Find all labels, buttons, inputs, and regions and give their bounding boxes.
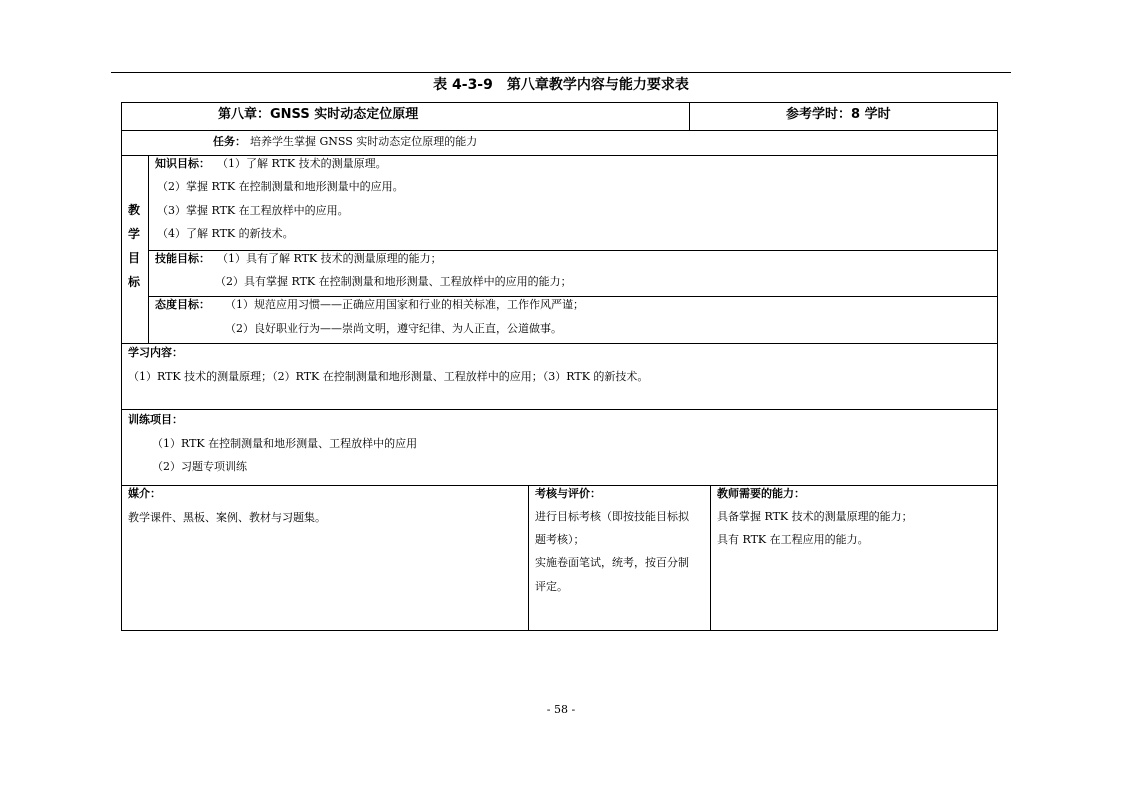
task-label: 任务： [213, 135, 246, 148]
document-title: 表 4-3-9 第八章教学内容与能力要求表 [433, 77, 689, 93]
teacher-line-2: 具有 RTK 在工程应用的能力。 [717, 533, 869, 546]
task-cell [121, 130, 998, 156]
side-char-1: 教 [128, 203, 141, 217]
attitude-item-1: （1）规范应用习惯——正确应用国家和行业的相关标准，工作作风严谨； [225, 298, 584, 311]
skill-label: 技能目标： [155, 252, 210, 265]
skill-item-1: （1）具有了解 RTK 技术的测量原理的能力； [217, 252, 442, 265]
chapter-cell [121, 102, 690, 131]
knowledge-label: 知识目标： [155, 157, 210, 170]
teacher-cell [710, 485, 998, 631]
attitude-item-2: （2）良好职业行为——崇尚文明，遵守纪律、为人正直，公道做事。 [225, 322, 562, 335]
reference-hours: 参考学时：8 学时 [786, 107, 891, 122]
teacher-label: 教师需要的能力： [717, 487, 805, 500]
chapter-title: 第八章：GNSS 实时动态定位原理 [218, 107, 419, 122]
attitude-cell [148, 296, 998, 344]
knowledge-item-2: （2）掌握 RTK 在控制测量和地形测量中的应用。 [157, 180, 404, 193]
side-char-2: 学 [128, 227, 141, 241]
learning-label: 学习内容： [128, 346, 183, 359]
assessment-line-2: 题考核）； [535, 533, 585, 546]
side-char-3: 目 [128, 251, 141, 265]
skill-cell [148, 250, 998, 297]
media-cell [121, 485, 529, 631]
training-item-2: （2）习题专项训练 [152, 460, 247, 473]
attitude-label: 态度目标： [155, 298, 210, 311]
assessment-cell [528, 485, 711, 631]
knowledge-item-1: （1）了解 RTK 技术的测量原理。 [217, 157, 387, 170]
task-text: 培养学生掌握 GNSS 实时动态定位原理的能力 [250, 135, 478, 148]
hours-cell [689, 102, 998, 131]
media-text: 教学课件、黑板、案例、教材与习题集。 [128, 511, 326, 524]
knowledge-cell [148, 155, 998, 251]
top-rule [111, 72, 1011, 73]
training-cell [121, 409, 998, 486]
knowledge-item-4: （4）了解 RTK 的新技术。 [157, 227, 294, 240]
training-label: 训练项目： [128, 413, 183, 426]
training-item-1: （1）RTK 在控制测量和地形测量、工程放样中的应用 [152, 437, 418, 450]
side-char-4: 标 [128, 275, 141, 289]
knowledge-item-3: （3）掌握 RTK 在工程放样中的应用。 [157, 204, 349, 217]
assessment-line-3: 实施卷面笔试，统考，按百分制 [535, 556, 689, 569]
assessment-line-4: 评定。 [535, 580, 568, 593]
assessment-line-1: 进行目标考核（即按技能目标拟 [535, 510, 689, 523]
skill-item-2: （2）具有掌握 RTK 在控制测量和地形测量、工程放样中的应用的能力； [215, 275, 572, 288]
objectives-side-cell [121, 155, 149, 344]
assessment-label: 考核与评价： [535, 487, 601, 500]
page-number: - 58 - [546, 703, 576, 716]
learning-text: （1）RTK 技术的测量原理；（2）RTK 在控制测量和地形测量、工程放样中的应用；（3）RTK 的新技术。 [128, 370, 649, 383]
learning-cell [121, 343, 998, 410]
media-label: 媒介： [128, 487, 161, 500]
teacher-line-1: 具备掌握 RTK 技术的测量原理的能力； [717, 510, 913, 523]
